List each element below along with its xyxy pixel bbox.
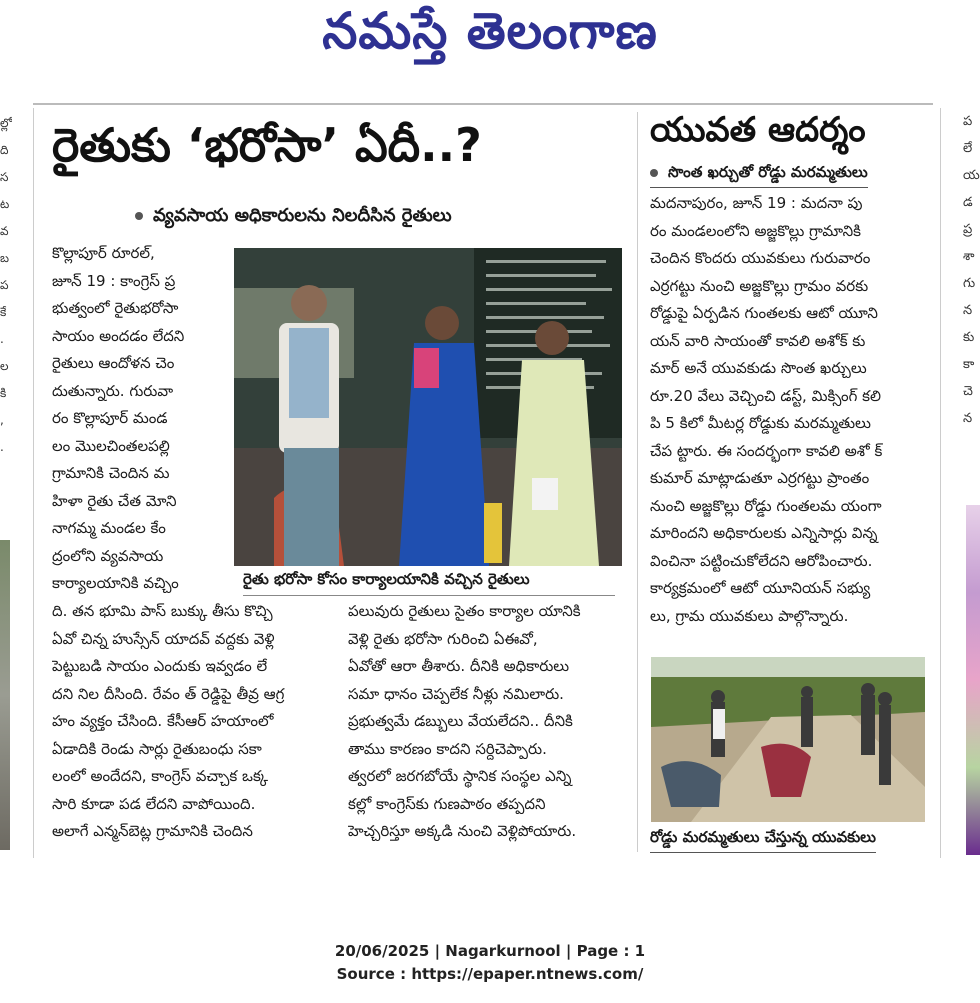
article-line: హిళా రైతు చేత మోని xyxy=(52,491,177,510)
farmers-photo-caption: రైతు భరోసా కోసం కార్యాలయానికి వచ్చిన రైతులు xyxy=(243,570,615,596)
article-line: భుత్వంలో రైతుభరోసా xyxy=(52,299,179,317)
clipped-text-fragment: ప xyxy=(963,114,973,129)
article-line: కల్లో కాంగ్రెస్‌కు గుణపాఠం తప్పదని xyxy=(348,794,546,813)
clipped-text-fragment: ది xyxy=(0,143,9,157)
main-story-column-1-bottom xyxy=(52,598,330,846)
article-line: తాము కారణం కాదని సర్దిచెప్పారు. xyxy=(348,739,547,758)
clipped-text-fragment: కు xyxy=(963,330,975,345)
article-line: మదనాపురం, జూన్ 19 : మదనా పు xyxy=(650,194,863,212)
clipped-text-fragment: బ xyxy=(0,251,10,265)
article-line: వెళ్లి రైతు భరోసా గురించి ఏఈవో, xyxy=(348,629,538,648)
article-line: రం కొల్లాపూర్ మండ xyxy=(52,409,168,427)
clipped-text-fragment: ల్లో xyxy=(0,116,12,130)
article-line: సారి కూడా పడ లేదని వాపోయింది. xyxy=(52,794,256,813)
clipped-text-fragment: , xyxy=(0,413,4,427)
column-rule-left xyxy=(33,108,34,858)
article-line: పలువురు రైతులు సైతం కార్యాల యానికి xyxy=(348,602,581,620)
clipped-text-fragment: డ xyxy=(963,195,973,210)
article-line: ది. తన భూమి పాస్ బుక్కు తీసు కొచ్చి xyxy=(52,602,273,620)
clipped-text-fragment: ప xyxy=(0,278,9,292)
article-line: కార్యక్రమంలో ఆటో యూనియన్ సభ్యు xyxy=(650,579,871,597)
article-line: కార్యాలయానికి వచ్చిం xyxy=(52,574,179,592)
article-line: రూ.20 వేలు వెచ్చించి డస్ట్, మిక్సింగ్ కలి xyxy=(650,386,881,405)
column-rule-middle xyxy=(637,112,638,852)
side-subheadline-text: సొంత ఖర్చుతో రోడ్డు మరమ్మతులు xyxy=(668,163,868,181)
clipped-text-fragment: య xyxy=(963,168,980,183)
main-subheadline-text: వ్యవసాయ అధికారులను నిలదీసిన రైతులు xyxy=(153,205,452,226)
article-line: మార్ అనే యువకుడు సొంత ఖర్చులు xyxy=(650,359,867,377)
article-line: హెచ్చరిస్తూ అక్కడి నుంచి వెళ్లిపోయారు. xyxy=(348,822,577,840)
article-line: వించినా పట్టించుకోలేదని ఆరోపించారు. xyxy=(650,551,873,570)
clipped-text-fragment: ట xyxy=(0,197,10,211)
clipped-text-fragment: లే xyxy=(963,141,973,156)
farmers-photo-illustration xyxy=(234,248,622,566)
clipped-text-fragment: న xyxy=(963,411,973,426)
road-repair-photo xyxy=(651,657,925,822)
road-repair-photo-caption: రోడ్డు మరమ్మతులు చేస్తున్న యువకులు xyxy=(650,828,876,853)
article-line: ప్రభుత్వమే డబ్బులు వేయలేదని.. దీనికి xyxy=(348,712,573,730)
article-line: చెందిన కొందరు యువకులు గురువారం xyxy=(650,249,871,267)
clipped-text-fragment: . xyxy=(0,440,4,454)
article-line: గ్రామానికి చెందిన మ xyxy=(52,464,170,482)
clipped-text-fragment: . xyxy=(0,332,4,346)
article-line: రైతులు ఆందోళన చెం xyxy=(52,354,175,372)
clipped-text-fragment: కా xyxy=(963,357,975,372)
article-line: లు, గ్రామ యువకులు పాల్గొన్నారు. xyxy=(650,606,849,625)
side-headline: యువత ఆదర్శం xyxy=(650,110,866,150)
article-line: కొల్లాపూర్ రూరల్, xyxy=(52,244,155,262)
farmers-photo xyxy=(234,248,622,566)
adjacent-photo-left-fragment xyxy=(0,540,10,850)
article-line: రం మండలంలోని అజ్జకొల్లు గ్రామానికి xyxy=(650,221,861,240)
bullet-icon xyxy=(135,212,143,220)
clipped-text-fragment: కే xyxy=(0,305,7,319)
article-line: దుతున్నారు. గురువా xyxy=(52,381,174,400)
clipped-text-fragment: చె xyxy=(963,384,973,399)
main-headline: రైతుకు ‘భరోసా’ ఏదీ..? xyxy=(52,118,482,172)
article-line: జూన్ 19 : కాంగ్రెస్ ప్ర xyxy=(52,271,176,290)
main-subheadline xyxy=(135,205,452,230)
clipped-text-fragment: శా xyxy=(963,249,975,264)
bullet-icon xyxy=(650,169,658,177)
adjacent-photo-right-fragment xyxy=(966,505,980,855)
main-story-column-1-top xyxy=(52,240,230,598)
clipped-text-fragment: ల xyxy=(0,359,9,373)
article-line: హం వ్యక్తం చేసింది. కేసీఆర్ హయాంలో xyxy=(52,712,274,730)
article-line: ద్రంలోని వ్యవసాయ xyxy=(52,546,164,565)
article-line: నుంచి అజ్జకొల్లు రోడ్డు గుంతలమ యంగా xyxy=(650,496,882,515)
article-line: మారిందని అధికారులకు ఎన్నిసార్లు విన్న xyxy=(650,524,878,542)
adjacent-article-right-fragment xyxy=(963,108,980,468)
footer-date-edition: 20/06/2025 | Nagarkurnool | Page : 1 xyxy=(334,942,646,960)
article-line: సమా ధానం చెప్పలేక నీళ్లు నమిలారు. xyxy=(348,684,564,703)
article-line: త్వరలో జరగబోయే స్థానిక సంస్థల ఎన్ని xyxy=(348,767,572,785)
article-line: ఏవోతో ఆరా తీశారు. దీనికి అధికారులు xyxy=(348,657,570,675)
column-rule-right xyxy=(940,108,941,858)
article-line: పి 5 కిలో మీటర్ల రోడ్డుకు మరమ్మతులు xyxy=(650,414,871,432)
article-line: చేప ట్టారు. ఈ సందర్భంగా కావలి అశో క్ xyxy=(650,441,883,460)
clipped-text-fragment: వ xyxy=(0,224,9,238)
newspaper-masthead: నమస్తే తెలంగాణ xyxy=(322,2,658,60)
article-line: ఏడాదికి రెండు సార్లు రైతుబంధు సకా xyxy=(52,739,262,758)
top-rule xyxy=(33,103,933,105)
article-line: సాయం అందడం లేదని xyxy=(52,326,185,345)
side-story-body xyxy=(650,190,930,630)
article-line: అలాగే ఎన్మన్‌బెట్ల గ్రామానికి చెందిన xyxy=(52,822,253,840)
clipped-text-fragment: గు xyxy=(963,276,976,291)
article-line: రోడ్డుపై ఏర్పడిన గుంతలకు ఆటో యూని xyxy=(650,304,878,322)
clipped-text-fragment: న xyxy=(963,303,973,318)
article-line: నాగమ్మ మండల కేం xyxy=(52,519,166,537)
article-line: దని నిల దీసింది. రేవం త్ రెడ్డిపై తీవ్ర ఆగ్ర xyxy=(52,684,285,703)
article-line: ఎర్రగట్టు నుంచి అజ్జకొల్లు గ్రామం వరకు xyxy=(650,276,869,295)
article-line: ఏవో చిన్న హుస్సేన్ యాదవ్ వద్దకు వెళ్లి xyxy=(52,629,275,648)
side-subheadline xyxy=(650,163,868,188)
article-line: లంలో అందేదని, కాంగ్రెస్ వచ్చాక ఒక్క xyxy=(52,767,269,785)
article-line: లం మొలచింతలపల్లి xyxy=(52,436,170,455)
article-line: యన్ వారి సాయంతో కావలి అశోక్ కు xyxy=(650,331,866,350)
article-line: పెట్టుబడి సాయం ఎందుకు ఇవ్వడం లే xyxy=(52,657,268,675)
clipped-text-fragment: ప్ర xyxy=(963,222,973,237)
clipped-text-fragment: కి xyxy=(0,386,7,400)
clipped-text-fragment: స xyxy=(0,170,9,184)
article-line: కుమార్ మాట్లాడుతూ ఎర్రగట్టు ప్రాంతం xyxy=(650,469,870,487)
main-story-column-2-bottom xyxy=(348,598,628,846)
road-repair-photo-illustration xyxy=(651,657,925,822)
footer-source-link[interactable]: Source : https://epaper.ntnews.com/ xyxy=(336,965,644,983)
